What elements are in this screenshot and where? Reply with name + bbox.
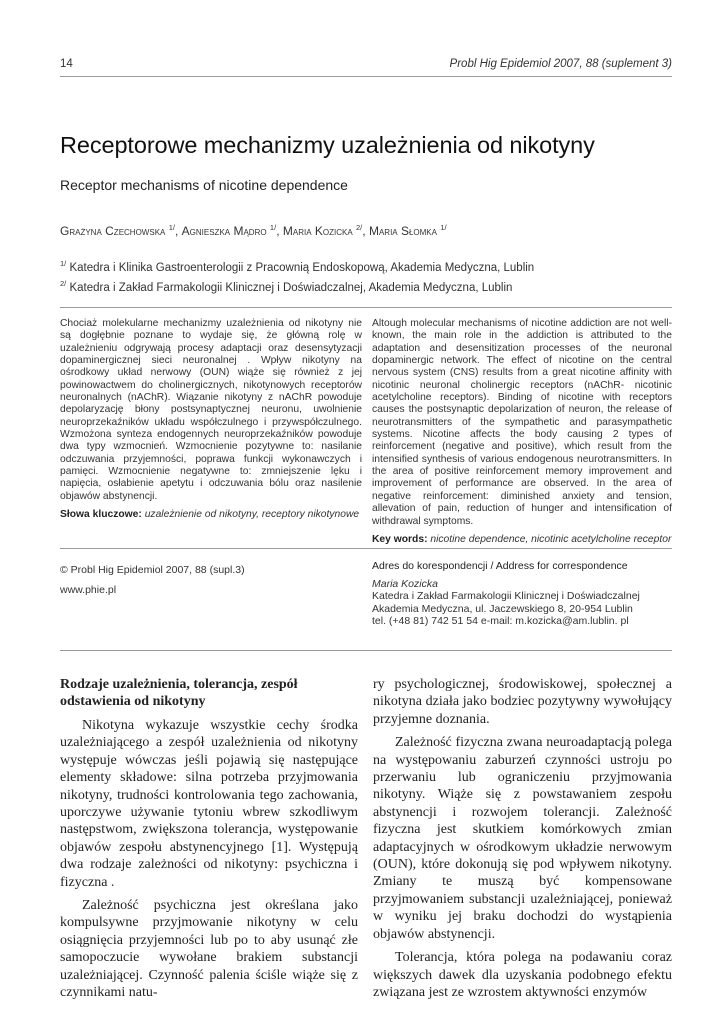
author: Grażyna Czechowska $^{1/}$ — [60, 223, 175, 238]
body-paragraph: Zależność fizyczna zwana neuroadaptacją polega na występowaniu zaburzeń czynności ustroju po przerwaniu lub ograniczeniu przyjmowania nikotyny. Wiąże się z powstawaniem zespołu abstynencji i rozwojem tolerancji. Zależność fizyczna jest skutkiem komórkowych zmian adaptacyjnych w ośrodkowym układzie nerwowym (OUN), które dokonują się pod wpływem nikotyny. Zmiany te muszą być kompensowane przyjmowaniem substancji uzależniającej, ponieważ w wyniku jej braku dochodzi do wystąpienia objawów abstynencji. — [373, 735, 672, 942]
article-title: Receptorowe mechanizmy uzależnienia od nikotyny — [60, 132, 595, 158]
journal-reference: Probl Hig Epidemiol 2007, 88 (suplement 3) — [449, 58, 672, 70]
affiliation: $^{2/}$ Katedra i Zakład Farmakologii Klinicznej i Doświadczalnej, Akademia Medyczna, Lublin — [60, 279, 513, 294]
body-top-rule — [60, 650, 672, 651]
correspondence-line: Akademia Medyczna, ul. Jaczewskiego 8, 20-954 Lublin — [372, 602, 633, 615]
page-number: 14 — [60, 58, 73, 70]
body-paragraph: Nikotyna wykazuje wszystkie cechy środka uzależniającego a zespół uzależnienia od nikotyny występuje wówczas jeśli pojawią się następujące elementy składowe: silna potrzeba przyjmowania nikotyny, trudności kontrolowania tego zachowania, uporczywe używanie tytoniu wbrew szkodliwym następstwom, zwiększona tolerancja, występowanie objawów zespołu abstynencyjnego [1]. Występują dwa rodzaje zależności od nikotyny: psychiczna i fizyczna . — [60, 718, 358, 890]
abstract-english-text: Altough molecular mechanisms of nicotine addiction are not well-known, the main role in the addiction is attributed to the adaptation and desensitization processes of the neuronal dopaminergic network. The effect of nicotine on the central nervous system (CNS) results from a great nicotine affinity with nicotinic neuronal cholinergic receptors (nAChR- nicotinic acetylcholine receptors). Binding of nicotine with receptors causes the postsynaptic depolarization of neuron, the release of neurotransmitters of the sympathetic and parasympathetic systems. Nicotine affects the body causing 2 types of reinforcement (negative and positive), which result from the intensified synthesis of various endogenous neurotransmitters. In the area of positive reinforcement memory improvement and improvement of performance are observed. In the area of negative reinforcement: diminished anxiety and tension, allevation of pain, reduction of hunger and intensification of withdrawal symptoms. — [372, 318, 672, 527]
body-paragraph: ry psychologicznej, środowiskowej, społecznej a nikotyna działa jako bodziec pozytywny wywołujący przyjemne doznania. — [373, 677, 672, 727]
author: Maria Kozicka $^{2/}$ — [282, 223, 363, 238]
correspondence-line: tel. (+48 81) 742 51 54 e-mail: m.kozicka@am.lublin. pl — [372, 615, 629, 628]
section-heading: Rodzaje uzależnienia, tolerancja, zespół odstawienia od nikotyny — [60, 677, 298, 709]
correspondence-name: Maria Kozicka — [372, 577, 438, 590]
affiliations — [60, 256, 534, 296]
abstract-english — [372, 318, 672, 546]
keywords-polish: Słowa kluczowe: uzależnienie od nikotyny, receptory nikotynowe — [60, 509, 360, 521]
author: Maria Słomka $^{1/}$ — [368, 223, 447, 238]
author-list: Grażyna Czechowska $^{1/}$, Agnieszka Mądro $^{1/}$, Maria Kozicka $^{2/}$, Maria Słomka $^{1/}$ — [60, 223, 447, 238]
affiliation: $^{1/}$ Katedra i Klinika Gastroenterologii z Pracownią Endoskopową, Akademia Medyczna, Lublin — [60, 259, 535, 274]
citation-block — [60, 560, 245, 600]
website-link[interactable]: www.phie.pl — [60, 584, 117, 596]
body-column-right — [373, 676, 672, 1007]
author: Agnieszka Mądro $^{1/}$ — [181, 223, 277, 238]
keywords-english: Key words: nicotine dependence, nicotinic acetylcholine receptor — [372, 533, 672, 545]
body-paragraph: Tolerancja, która polega na podawaniu coraz większych dawek dla uzyskania podobnego efektu związana jest ze wzrostem aktywności enzymów — [373, 950, 672, 1000]
header-rule — [60, 76, 672, 77]
correspondence-heading: Adres do korespondencji / Address for correspondence — [372, 560, 628, 572]
correspondence-block — [372, 560, 640, 628]
body-column-left — [60, 676, 358, 1008]
copyright-line: © Probl Hig Epidemiol 2007, 88 (supl.3) — [60, 564, 245, 576]
abstract-polish — [60, 318, 362, 522]
abstract-polish-text: Chociaż molekularne mechanizmy uzależnienia od nikotyny nie są dogłębnie poznane to wydaje się, że główną rolę w uzależnieniu odgrywają procesy adaptacji oraz desensytyzacji dopaminergicznej sieci neuronalnej . Wpływ nikotyny na ośrodkowy układ nerwowy (OUN) wiąże się również z jej powinowactwem do cholinergicznych, nikotynowych receptorów neuronalnych (nAChR). Wiązanie nikotyny z nAChR powoduje depolaryzację błony postsynaptycznej neuronu, uwolnienie neuroprzekaźników układu współczulnego i przywspółczulnego. Wzmożona synteza endogennych neuroprzekaźników powoduje dwa typy wzmocnień. Wzmocnienie pozytywne to: nasilanie odczuwania przyjemności, poprawa funkcji wykonawczych i pamięci. Wzmocnienie negatywne to: zmniejszenie lęku i napięcia, osłabienie apetytu i odczuwania bólu oraz nasilenie objawów abstynencji. — [60, 318, 362, 502]
abstract-top-rule — [60, 307, 672, 308]
article-subtitle: Receptor mechanisms of nicotine dependence — [60, 177, 348, 193]
body-paragraph: Zależność psychiczna jest określana jako kompulsywne przyjmowanie nikotyny w celu osiągnięcia przyjemności lub po to aby usunąć złe samopoczucie wywołane brakiem substancji uzależniającej. Czynność palenia ściśle wiąże się z czynnikami natu- — [60, 898, 358, 1001]
correspondence-line: Katedra i Zakład Farmakologii Klinicznej i Doświadczalnej — [372, 590, 640, 603]
abstract-bottom-rule — [60, 548, 672, 549]
